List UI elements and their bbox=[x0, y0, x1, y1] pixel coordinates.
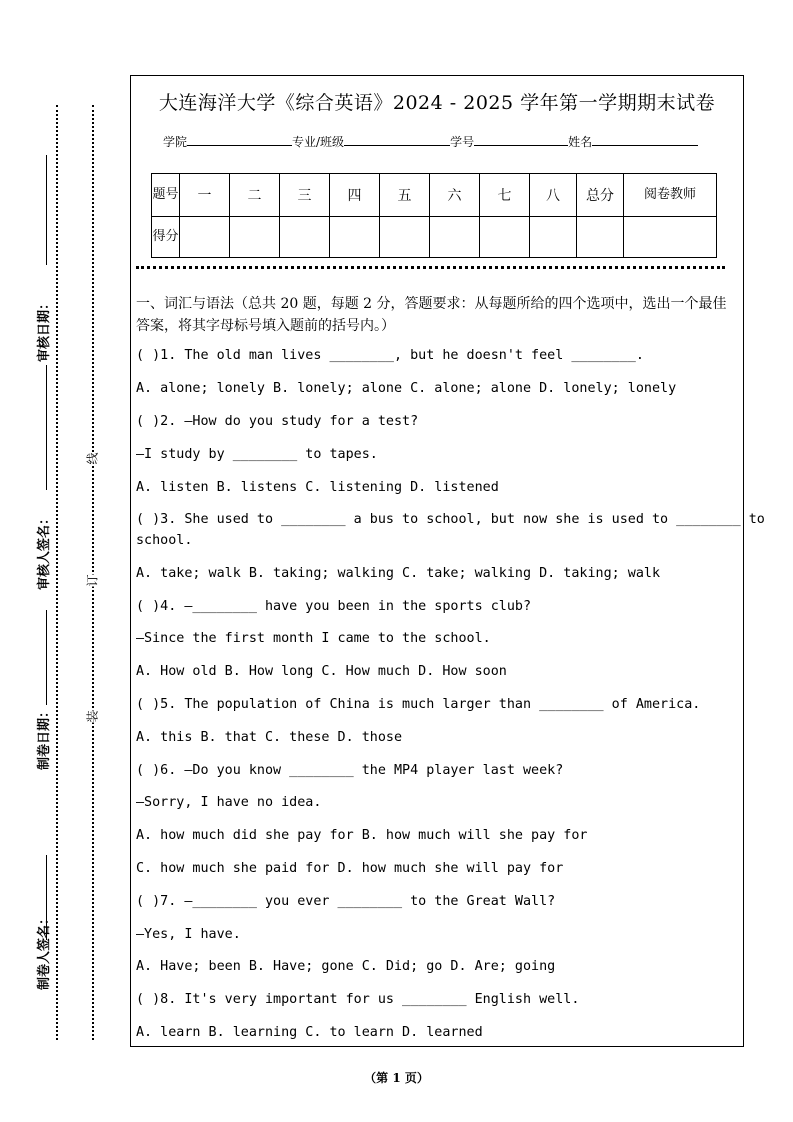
name-field[interactable] bbox=[592, 135, 698, 146]
score-cell[interactable] bbox=[480, 217, 530, 258]
question-line: —I study by ________ to tapes. bbox=[136, 447, 378, 462]
score-cell[interactable] bbox=[380, 217, 430, 258]
score-cell[interactable] bbox=[330, 217, 380, 258]
question-line: A. this B. that C. these D. those bbox=[136, 730, 403, 745]
question-line: —Sorry, I have no idea. bbox=[136, 795, 322, 810]
paper-date-label: 制卷日期： bbox=[37, 704, 52, 770]
question-line: ( )7. —________ you ever ________ to the Great Wall? bbox=[136, 894, 556, 909]
score-header-cell: 阅卷教师 bbox=[624, 174, 717, 217]
binding-char-install: 装 bbox=[85, 710, 100, 723]
question-line: A. alone; lonely B. lonely; alone C. alone; alone D. lonely; lonely bbox=[136, 381, 677, 396]
question-line: school. bbox=[136, 533, 193, 548]
score-cell[interactable] bbox=[577, 217, 624, 258]
score-header-cell: 八 bbox=[530, 174, 577, 217]
question-line: A. take; walk B. taking; walking C. take; walking D. taking; walk bbox=[136, 566, 661, 581]
exam-title: 大连海洋大学《综合英语》2024 - 2025 学年第一学期期末试卷 bbox=[158, 92, 716, 114]
name-label: 姓名 bbox=[568, 135, 593, 149]
margin-line-3 bbox=[46, 610, 47, 705]
reviewer-signature-label: 审核人签名： bbox=[37, 511, 52, 590]
student-id-field[interactable] bbox=[474, 135, 568, 146]
score-header-cell: 二 bbox=[230, 174, 280, 217]
score-row-label: 得分 bbox=[152, 217, 180, 258]
inner-dotted-line bbox=[92, 105, 94, 1040]
question-line: ( )8. It's very important for us ________ English well. bbox=[136, 992, 580, 1007]
college-field[interactable] bbox=[187, 135, 292, 146]
section-divider bbox=[136, 266, 725, 269]
question-line: —Since the first month I came to the school. bbox=[136, 631, 491, 646]
question-line: ( )2. —How do you study for a test? bbox=[136, 414, 419, 429]
question-line: A. listen B. listens C. listening D. listened bbox=[136, 480, 499, 495]
score-cell[interactable] bbox=[530, 217, 577, 258]
major-class-label: 专业/班级 bbox=[292, 135, 345, 149]
question-line: —Yes, I have. bbox=[136, 927, 241, 942]
student-id-label: 学号 bbox=[450, 135, 475, 149]
student-info-line bbox=[163, 133, 698, 150]
score-header-cell: 五 bbox=[380, 174, 430, 217]
score-cell[interactable] bbox=[180, 217, 230, 258]
margin-line-1 bbox=[46, 155, 47, 265]
score-header-cell: 六 bbox=[430, 174, 480, 217]
question-line: A. how much did she pay for B. how much will she pay for bbox=[136, 828, 588, 843]
question-line: A. learn B. learning C. to learn D. learned bbox=[136, 1025, 483, 1040]
page-number: （第 1 页） bbox=[364, 1071, 429, 1085]
section1-heading: 一、词汇与语法（总共 20 题，每题 2 分，答题要求：从每题所给的四个选项中，选出一个最佳答案，将其字母标号填入题前的括号内。） bbox=[136, 296, 727, 334]
score-header-cell: 一 bbox=[180, 174, 230, 217]
margin-line-2 bbox=[46, 365, 47, 490]
score-header-cell: 七 bbox=[480, 174, 530, 217]
question-line: C. how much she paid for D. how much she will pay for bbox=[136, 861, 564, 876]
question-line: ( )1. The old man lives ________, but he doesn't feel ________. bbox=[136, 348, 644, 363]
score-cell[interactable] bbox=[230, 217, 280, 258]
score-cell[interactable] bbox=[280, 217, 330, 258]
binding-char-line: 线 bbox=[85, 452, 100, 465]
question-line: ( )3. She used to ________ a bus to school, but now she is used to ________ to bbox=[136, 512, 765, 527]
question-line: A. How old B. How long C. How much D. How soon bbox=[136, 664, 507, 679]
score-header-cell: 四 bbox=[330, 174, 380, 217]
score-table bbox=[151, 173, 717, 258]
question-line: ( )5. The population of China is much larger than ________ of America. bbox=[136, 697, 701, 712]
college-label: 学院 bbox=[163, 135, 188, 149]
outer-dotted-line bbox=[56, 105, 58, 1040]
score-header-cell: 题号 bbox=[152, 174, 180, 217]
question-line: A. Have; been B. Have; gone C. Did; go D. Are; going bbox=[136, 959, 556, 974]
question-line: ( )6. —Do you know ________ the MP4 player last week? bbox=[136, 763, 564, 778]
paper-maker-signature-label: 制卷人签名： bbox=[37, 911, 52, 990]
score-cell[interactable] bbox=[624, 217, 717, 258]
major-class-field[interactable] bbox=[344, 135, 450, 146]
exam-frame bbox=[130, 75, 765, 1047]
review-date-label: 审核日期： bbox=[37, 296, 52, 362]
binding-char-bind: 订 bbox=[85, 574, 100, 587]
score-header-cell: 三 bbox=[280, 174, 330, 217]
score-header-cell: 总分 bbox=[577, 174, 624, 217]
question-line: ( )4. —________ have you been in the sports club? bbox=[136, 599, 532, 614]
score-cell[interactable] bbox=[430, 217, 480, 258]
